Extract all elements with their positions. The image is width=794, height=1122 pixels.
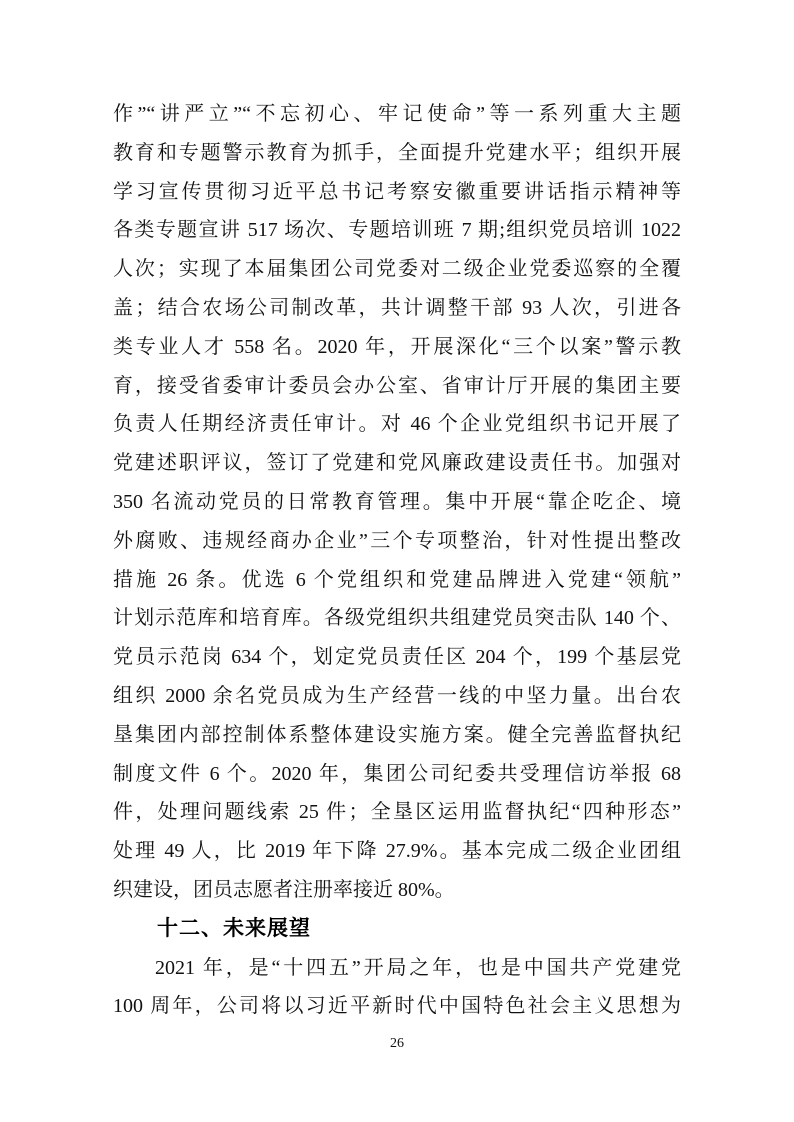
text-line: 党员示范岗 634 个，划定党员责任区 204 个，199 个基层党 bbox=[113, 646, 681, 669]
body-text bbox=[113, 95, 681, 1026]
text-line: 作”“讲严立”“不忘初心、牢记使命”等一系列重大主题 bbox=[113, 103, 681, 125]
text-line: 措施 26 条。优选 6 个党组织和党建品牌进入党建“领航” bbox=[113, 568, 681, 591]
text-line: 负责人任期经济责任审计。对 46 个企业党组织书记开展了 bbox=[113, 413, 681, 436]
text-line: 2021 年，是“十四五”开局之年，也是中国共产党建党 bbox=[155, 956, 681, 979]
text-line: 100 周年，公司将以习近平新时代中国特色社会主义思想为 bbox=[113, 995, 681, 1018]
text-line: 350 名流动党员的日常教育管理。集中开展“靠企吃企、境 bbox=[113, 490, 681, 513]
text-line: 学习宣传贯彻习近平总书记考察安徽重要讲话指示精神等 bbox=[113, 180, 681, 203]
page-number: 26 bbox=[390, 1036, 404, 1051]
text-line: 件，处理问题线索 25 件；全垦区运用监督执纪“四种形态” bbox=[113, 801, 681, 824]
text-line: 外腐败、违规经商办企业”三个专项整治，针对性提出整改 bbox=[113, 529, 681, 552]
text-line: 类专业人才 558 名。2020 年，开展深化“三个以案”警示教 bbox=[113, 335, 681, 358]
text-line: 育，接受省委审计委员会办公室、省审计厅开展的集团主要 bbox=[113, 374, 681, 397]
text-line: 人次；实现了本届集团公司党委对二级企业党委巡察的全覆 bbox=[113, 258, 681, 281]
text-line: 处理 49 人，比 2019 年下降 27.9%。基本完成二级企业团组 bbox=[113, 840, 681, 863]
text-line: 各类专题宣讲 517 场次、专题培训班 7 期;组织党员培训 1022 bbox=[113, 219, 681, 242]
text-line: 教育和专题警示教育为抓手，全面提升党建水平；组织开展 bbox=[113, 141, 681, 164]
text-line: 盖；结合农场公司制改革，共计调整干部 93 人次，引进各 bbox=[113, 296, 681, 319]
text-line: 织建设，团员志愿者注册率接近 80%。 bbox=[113, 878, 455, 901]
text-line: 垦集团内部控制体系整体建设实施方案。健全完善监督执纪 bbox=[113, 723, 681, 746]
text-line: 制度文件 6 个。2020 年，集团公司纪委共受理信访举报 68 bbox=[113, 762, 681, 785]
section-heading: 十二、未来展望 bbox=[157, 916, 311, 940]
text-line: 组织 2000 余名党员成为生产经营一线的中坚力量。出台农 bbox=[113, 684, 681, 707]
text-line: 计划示范库和培育库。各级党组织共组建党员突击队 140 个、 bbox=[113, 607, 681, 630]
text-line: 党建述职评议，签订了党建和党风廉政建设责任书。加强对 bbox=[113, 452, 681, 475]
